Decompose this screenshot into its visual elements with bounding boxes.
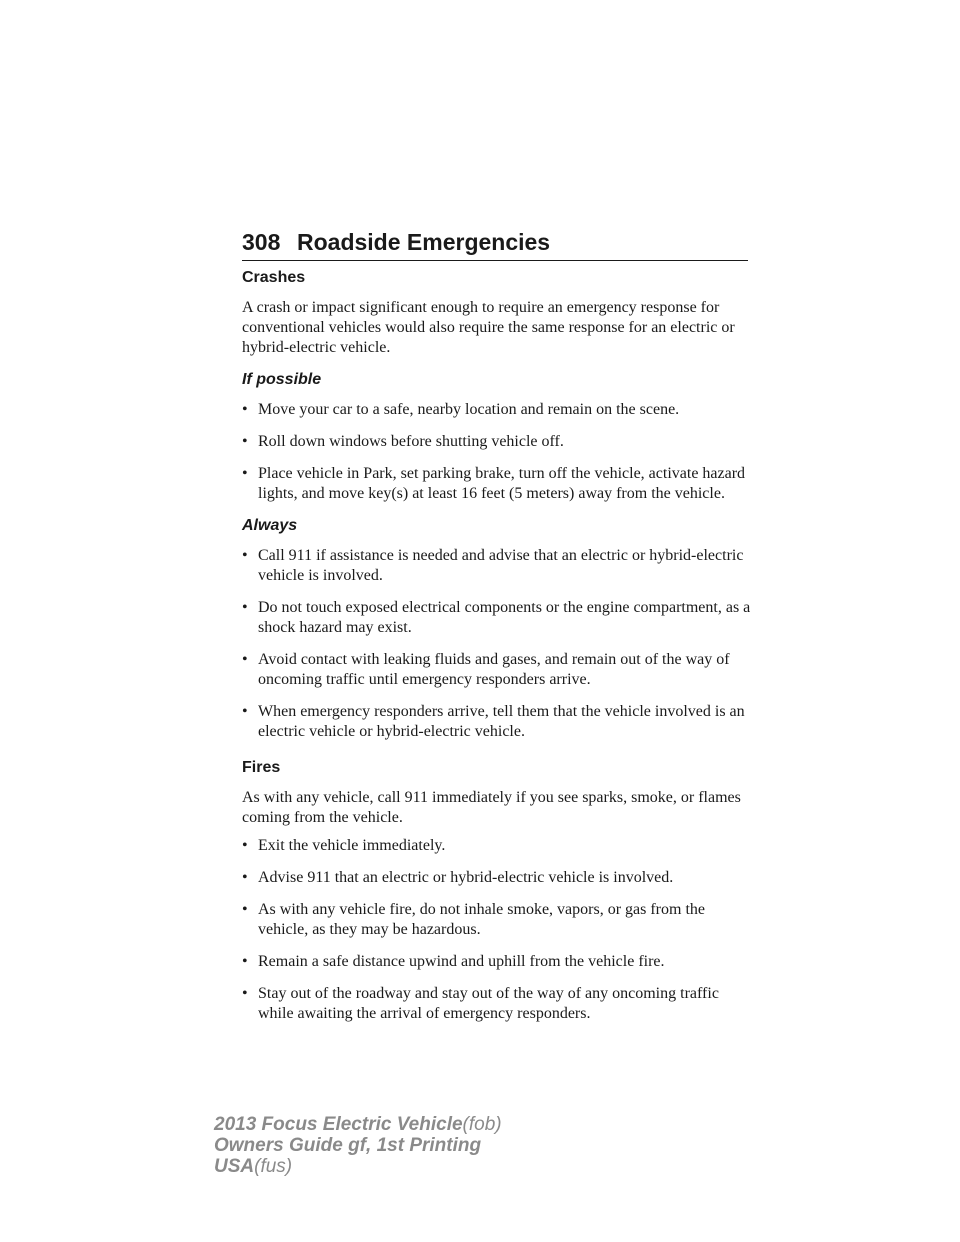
chapter-title: Roadside Emergencies [297, 229, 551, 255]
footer-market-code: (fus) [254, 1156, 293, 1177]
list-item: • Avoid contact with leaking fluids and gases, and remain out of the way of oncoming traffic until emergency responders arrive. [242, 650, 752, 690]
page-content [242, 268, 752, 1036]
footer-guide: Owners Guide gf, 1st Printing [214, 1135, 482, 1156]
list-item: • Call 911 if assistance is needed and advise that an electric or hybrid-electric vehicle is involved. [242, 546, 752, 586]
list-item: • Roll down windows before shutting vehicle off. [242, 432, 752, 452]
section-heading-if-possible: If possible [242, 371, 322, 388]
fires-list [242, 836, 752, 1024]
crashes-intro: A crash or impact significant enough to require an emergency response for conventional vehicles would also require the same response for an electric or hybrid-electric vehicle. [242, 299, 735, 356]
list-item: • Remain a safe distance upwind and uphill from the vehicle fire. [242, 952, 752, 972]
list-item: • Move your car to a safe, nearby location and remain on the scene. [242, 400, 752, 420]
footer-model-code: (fob) [462, 1114, 502, 1135]
list-item: • Do not touch exposed electrical components or the engine compartment, as a shock hazard may exist. [242, 598, 752, 638]
list-item: • Stay out of the roadway and stay out of the way of any oncoming traffic while awaiting the arrival of emergency responders. [242, 984, 752, 1024]
footer-line-2 [214, 1135, 502, 1156]
print-footer [214, 1114, 502, 1177]
page-header [242, 228, 748, 261]
footer-model: 2013 Focus Electric Vehicle [214, 1114, 463, 1135]
section-heading-crashes: Crashes [242, 269, 306, 286]
fires-intro: As with any vehicle, call 911 immediately if you see sparks, smoke, or flames coming from the vehicle. [242, 789, 741, 826]
list-item: • Place vehicle in Park, set parking brake, turn off the vehicle, activate hazard lights, and move key(s) at least 16 feet (5 meters) away from the vehicle. [242, 464, 752, 504]
always-list [242, 546, 752, 742]
list-item: • Exit the vehicle immediately. [242, 836, 752, 856]
section-heading-fires: Fires [242, 759, 281, 776]
if-possible-list [242, 400, 752, 504]
section-heading-always: Always [242, 517, 298, 534]
list-item: • When emergency responders arrive, tell them that the vehicle involved is an electric vehicle or hybrid-electric vehicle. [242, 702, 752, 742]
list-item: • As with any vehicle fire, do not inhale smoke, vapors, or gas from the vehicle, as they may be hazardous. [242, 900, 752, 940]
page-number: 308 [242, 229, 281, 255]
footer-market: USA [214, 1156, 255, 1177]
list-item: • Advise 911 that an electric or hybrid-electric vehicle is involved. [242, 868, 752, 888]
footer-line-1 [214, 1114, 502, 1135]
footer-line-3 [214, 1156, 502, 1177]
